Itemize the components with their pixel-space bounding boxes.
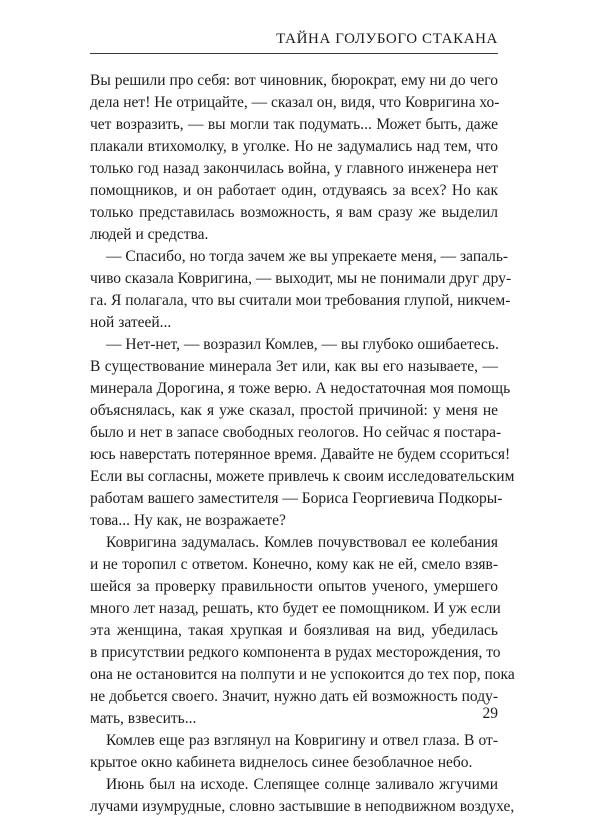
- text-line: объяснялась, как я уже сказал, простой причиной: у меня не: [90, 402, 498, 419]
- text-line: только год назад закончилась война, у главного инженера нет: [90, 160, 498, 177]
- page-number: 29: [482, 705, 498, 722]
- running-title: ТАЙНА ГОЛУБОГО СТАКАНА: [276, 31, 498, 47]
- text-line: това... Ну как, не возражаете?: [90, 512, 286, 529]
- text-line: Июнь был на исходе. Слепящее солнце заливало жгучими: [106, 776, 498, 793]
- text-line: плакали втихомолку, в уголке. Но не задумались над тем, что: [90, 138, 498, 155]
- text-line: — Спасибо, но тогда зачем же вы упрекаете меня, — запаль-: [106, 248, 509, 265]
- text-line: мать, взвесить...: [90, 710, 197, 727]
- text-line: не добьется своего. Значит, нужно дать ей возможность поду-: [90, 688, 498, 705]
- text-line: и не торопил с ответом. Конечно, кому как не ей, смело взяв-: [90, 556, 498, 573]
- text-line: много лет назад, решать, кто будет ее помощником. И уж если: [90, 600, 501, 617]
- text-line: только представилась возможность, я вам сразу же выделил: [90, 204, 498, 221]
- text-line: крытое окно кабинета виднелось синее безоблачное небо.: [90, 754, 473, 771]
- text-line: помощников, и он работает один, отдуваясь за всех? Но как: [90, 182, 498, 199]
- text-line: эта женщина, такая хрупкая и боязливая на вид, убедилась: [90, 622, 498, 639]
- text-line: шейся за проверку правильности опытов ученого, умершего: [90, 578, 498, 595]
- text-line: она не остановится на полпути и не успокоится до тех пор, пока: [90, 666, 515, 683]
- text-line: чет возразить, — вы могли так подумать... Может быть, даже: [90, 116, 498, 133]
- text-line: дела нет! Не отрицайте, — сказал он, видя, что Ковригина хо-: [90, 94, 500, 111]
- text-line: минерала Дорогина, я тоже верю. А недостаточная моя помощь: [90, 380, 511, 397]
- text-line: работам вашего заместителя — Бориса Георгиевича Подкоры-: [90, 490, 503, 507]
- text-line: га. Я полагала, что вы считали мои требования глупой, никчем-: [90, 292, 511, 309]
- text-line: Комлев еще раз взглянул на Ковригину и отвел глаза. В от-: [106, 732, 498, 749]
- text-line: юсь наверстать потерянное время. Давайте не будем ссориться!: [90, 446, 511, 463]
- text-line: лучами изумрудные, словно застывшие в неподвижном воздухе,: [90, 798, 515, 815]
- text-line: Вы решили про себя: вот чиновник, бюрократ, ему ни до чего: [90, 72, 498, 89]
- body-text: [90, 70, 515, 818]
- text-line: ной затеей...: [90, 314, 172, 331]
- text-line: В существование минерала Зет или, как вы его называете, —: [90, 358, 498, 375]
- text-line: Ковригина задумалась. Комлев почувствовал ее колебания: [106, 534, 498, 551]
- text-line: было и нет в запасе свободных геологов. Но сейчас я постара-: [90, 424, 502, 441]
- text-line: в присутствии редкого компонента в рудах месторождения, то: [90, 644, 501, 661]
- text-line: Если вы согласны, можете привлечь к своим исследовательским: [90, 468, 515, 485]
- header-rule: [90, 53, 498, 54]
- text-line: чиво сказала Ковригина, — выходит, мы не понимали друг дру-: [90, 270, 512, 287]
- text-line: — Нет-нет, — возразил Комлев, — вы глубоко ошибаетесь.: [106, 336, 499, 353]
- text-line: людей и средства.: [90, 226, 209, 243]
